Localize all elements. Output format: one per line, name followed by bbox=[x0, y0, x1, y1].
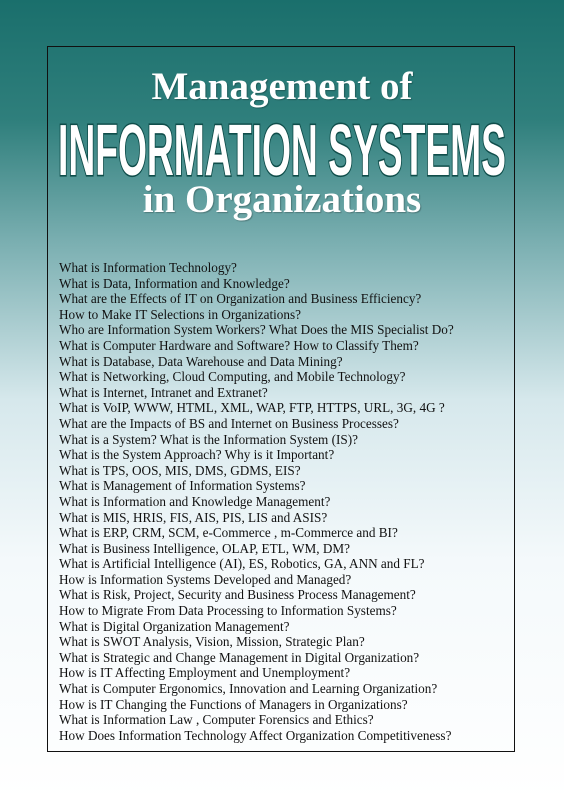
title-information-systems-graphic bbox=[54, 108, 510, 186]
question-list bbox=[59, 260, 511, 743]
question-item: What is a System? What is the Information System (IS)? bbox=[59, 431, 358, 447]
question-item: What is Data, Information and Knowledge? bbox=[59, 275, 290, 291]
title-line-in-organizations: in Organizations bbox=[142, 178, 422, 221]
question-item: What is Business Intelligence, OLAP, ETL, WM, DM? bbox=[59, 540, 350, 556]
question-item: What is Internet, Intranet and Extranet? bbox=[59, 384, 268, 400]
question-item: What is Artificial Intelligence (AI), ES, Robotics, GA, ANN and FL? bbox=[59, 556, 425, 572]
question-item: What are the Impacts of BS and Internet on Business Processes? bbox=[59, 415, 399, 431]
question-item: What is Information Law , Computer Forensics and Ethics? bbox=[59, 712, 374, 728]
question-item: What is Digital Organization Management? bbox=[59, 618, 290, 634]
question-item: What is Management of Information Systems? bbox=[59, 478, 306, 494]
title-information-systems-text: INFORMATION SYSTEMS bbox=[58, 111, 506, 186]
question-item: How is IT Changing the Functions of Managers in Organizations? bbox=[59, 696, 408, 712]
question-item: What is Database, Data Warehouse and Data Mining? bbox=[59, 353, 343, 369]
title-information-systems bbox=[54, 108, 510, 186]
question-item: What is VoIP, WWW, HTML, XML, WAP, FTP, HTTPS, URL, 3G, 4G ? bbox=[59, 400, 445, 416]
question-item: What are the Effects of IT on Organization and Business Efficiency? bbox=[59, 291, 422, 307]
question-item: How is IT Affecting Employment and Unemployment? bbox=[59, 665, 351, 681]
question-item: How to Make IT Selections in Organizations? bbox=[59, 306, 301, 322]
question-item: What is Computer Hardware and Software? How to Classify Them? bbox=[59, 337, 419, 353]
question-item: What is ERP, CRM, SCM, e-Commerce , m-Commerce and BI? bbox=[59, 525, 398, 541]
question-item: How is Information Systems Developed and Managed? bbox=[59, 571, 352, 587]
question-item: Who are Information System Workers? What Does the MIS Specialist Do? bbox=[59, 322, 454, 338]
question-item: What is Networking, Cloud Computing, and Mobile Technology? bbox=[59, 369, 406, 385]
question-item: What is MIS, HRIS, FIS, AIS, PIS, LIS and ASIS? bbox=[59, 509, 328, 525]
question-item: What is TPS, OOS, MIS, DMS, GDMS, EIS? bbox=[59, 462, 301, 478]
question-item: What is Information and Knowledge Management? bbox=[59, 493, 331, 509]
question-item: What is Risk, Project, Security and Business Process Management? bbox=[59, 587, 416, 603]
question-item: What is Strategic and Change Management in Digital Organization? bbox=[59, 649, 420, 665]
question-item: What is the System Approach? Why is it Important? bbox=[59, 447, 335, 463]
question-item: How to Migrate From Data Processing to Information Systems? bbox=[59, 603, 397, 619]
question-item: What is Information Technology? bbox=[59, 260, 237, 275]
question-item: How Does Information Technology Affect Organization Competitiveness? bbox=[59, 727, 452, 743]
question-item: What is SWOT Analysis, Vision, Mission, Strategic Plan? bbox=[59, 634, 365, 650]
title-line-management-of: Management of bbox=[151, 65, 413, 108]
question-item: What is Computer Ergonomics, Innovation and Learning Organization? bbox=[59, 681, 438, 697]
